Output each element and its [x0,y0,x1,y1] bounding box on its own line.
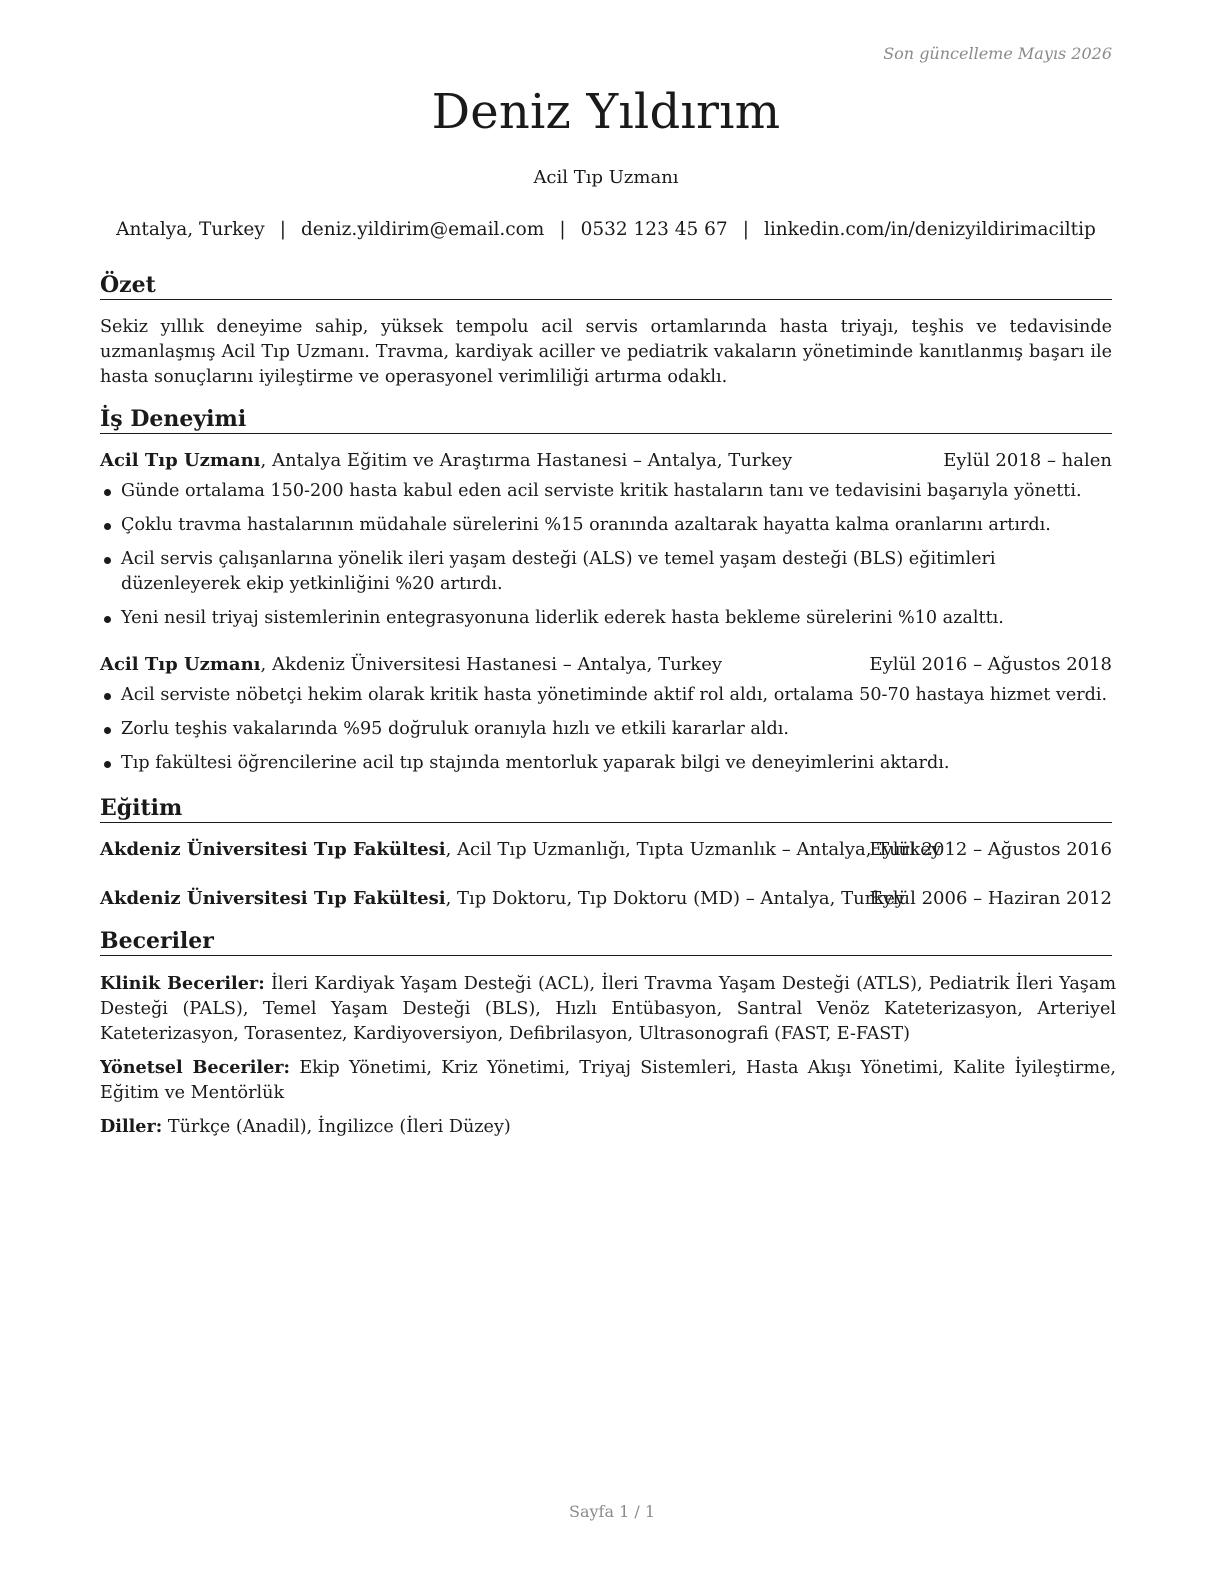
education-date: Eylül 2006 – Haziran 2012 [869,888,1112,909]
job-bullets [100,479,1112,640]
skills-text: Ekip Yönetimi, Kriz Yönetimi, Triyaj Sistemleri, Hasta Akışı Yönetimi, Kalite İyileştirme, Eğitim ve Mentörlük [100,1058,1117,1103]
summary-text: Sekiz yıllık deneyime sahip, yüksek tempolu acil servis ortamlarında hasta triyajı, teşhis ve tedavisinde uzmanlaşmış Acil Tıp Uzmanı. Travma, kardiyak aciller ve pediatrik vakaların yönetiminde kanıtlanmış başarı ile hasta sonuçlarını iyileştirme ve operasyonel verimliliği artırma odaklı. [100,317,1112,387]
education-entry [100,839,1112,860]
education-date: Eylül 2012 – Ağustos 2016 [869,839,1112,860]
job-organization: , Antalya Eğitim ve Araştırma Hastanesi – Antalya, Turkey [260,450,793,471]
contact-phone[interactable]: 0532 123 45 67 [580,219,728,240]
experience-heading: İş Deneyimi [100,406,1112,434]
education-heading: Eğitim [100,795,1112,823]
contact-separator: | [742,219,749,240]
skills-label: Diller: [100,1116,163,1137]
skills-text: İleri Kardiyak Yaşam Desteği (ACL), İleri Travma Yaşam Desteği (ATLS), Pediatrik İleri Yaşam Desteği (PALS), Temel Yaşam Desteği (BLS), Hızlı Entübasyon, Santral Venöz Kateterizasyon, Arteriyel Kateterizasyon, Torasentez, Kardiyoversiyon, Defibrilasyon, Ultrasonografi (FAST, E-FAST) [100,974,1117,1044]
contact-location: Antalya, Turkey [116,219,265,240]
candidate-name: Deniz Yıldırım [431,84,781,140]
job-header [100,654,1112,675]
skills-clinical [100,971,1116,1047]
job-bullet: Günde ortalama 150-200 hasta kabul eden acil serviste kritik hastaların tanı ve tedavisini başarıyla yönetti. [100,479,1112,504]
job-position: Acil Tıp Uzmanı [100,654,261,675]
skills-languages [100,1114,1116,1140]
job-bullet: Zorlu teşhis vakalarında %95 doğruluk oranıyla hızlı ve etkili kararlar aldı. [100,717,1112,742]
page-number: Sayfa 1 / 1 [568,1502,655,1521]
education-detail: , Tıp Doktoru, Tıp Doktoru (MD) – Antalya, Turkey [445,888,906,909]
education-detail: , Acil Tıp Uzmanlığı, Tıpta Uzmanlık – Antalya, Turkey [445,839,942,860]
education-school: Akdeniz Üniversitesi Tıp Fakültesi [100,888,446,909]
summary-heading: Özet [100,272,1112,300]
skills-text: Türkçe (Anadil), İngilizce (İleri Düzey) [162,1117,511,1137]
job-date: Eylül 2016 – Ağustos 2018 [869,654,1112,675]
skills-heading: Beceriler [100,928,1112,956]
skills-management [100,1055,1116,1106]
job-bullet: Tıp fakültesi öğrencilerine acil tıp stajında mentorluk yaparak bilgi ve deneyimlerini aktardı. [100,751,1112,776]
contact-email[interactable]: deniz.yildirim@email.com [300,219,545,240]
job-bullet: Yeni nesil triyaj sistemlerinin entegrasyonuna liderlik ederek hasta bekleme sürelerini %10 azalttı. [100,606,1112,631]
job-header [100,450,1112,471]
job-position: Acil Tıp Uzmanı [100,450,261,471]
job-bullets [100,683,1112,785]
job-date: Eylül 2018 – halen [943,450,1112,471]
contact-separator: | [559,219,566,240]
contact-linkedin[interactable]: linkedin.com/in/denizyildirimaciltip [763,219,1096,240]
last-updated: Son güncelleme Mayıs 2026 [883,44,1112,63]
job-bullet: Acil servis çalışanlarına yönelik ileri yaşam desteği (ALS) ve temel yaşam desteği (BLS) eğitimleri düzenleyerek ekip yetkinliğini %20 artırdı. [100,547,1112,597]
job-organization: , Akdeniz Üniversitesi Hastanesi – Antalya, Turkey [260,654,723,675]
education-entry [100,888,1112,909]
job-bullet: Çoklu travma hastalarının müdahale sürelerini %15 oranında azaltarak hayatta kalma oranlarını artırdı. [100,513,1112,538]
job-bullet: Acil serviste nöbetçi hekim olarak kritik hasta yönetiminde aktif rol aldı, ortalama 50-70 hastaya hizmet verdi. [100,683,1112,708]
skills-label: Klinik Beceriler: [100,973,265,994]
contact-separator: | [279,219,286,240]
contact-line [100,219,1112,240]
skills-label: Yönetsel Beceriler: [100,1057,291,1078]
candidate-role: Acil Tıp Uzmanı [533,167,679,188]
education-school: Akdeniz Üniversitesi Tıp Fakültesi [100,839,446,860]
